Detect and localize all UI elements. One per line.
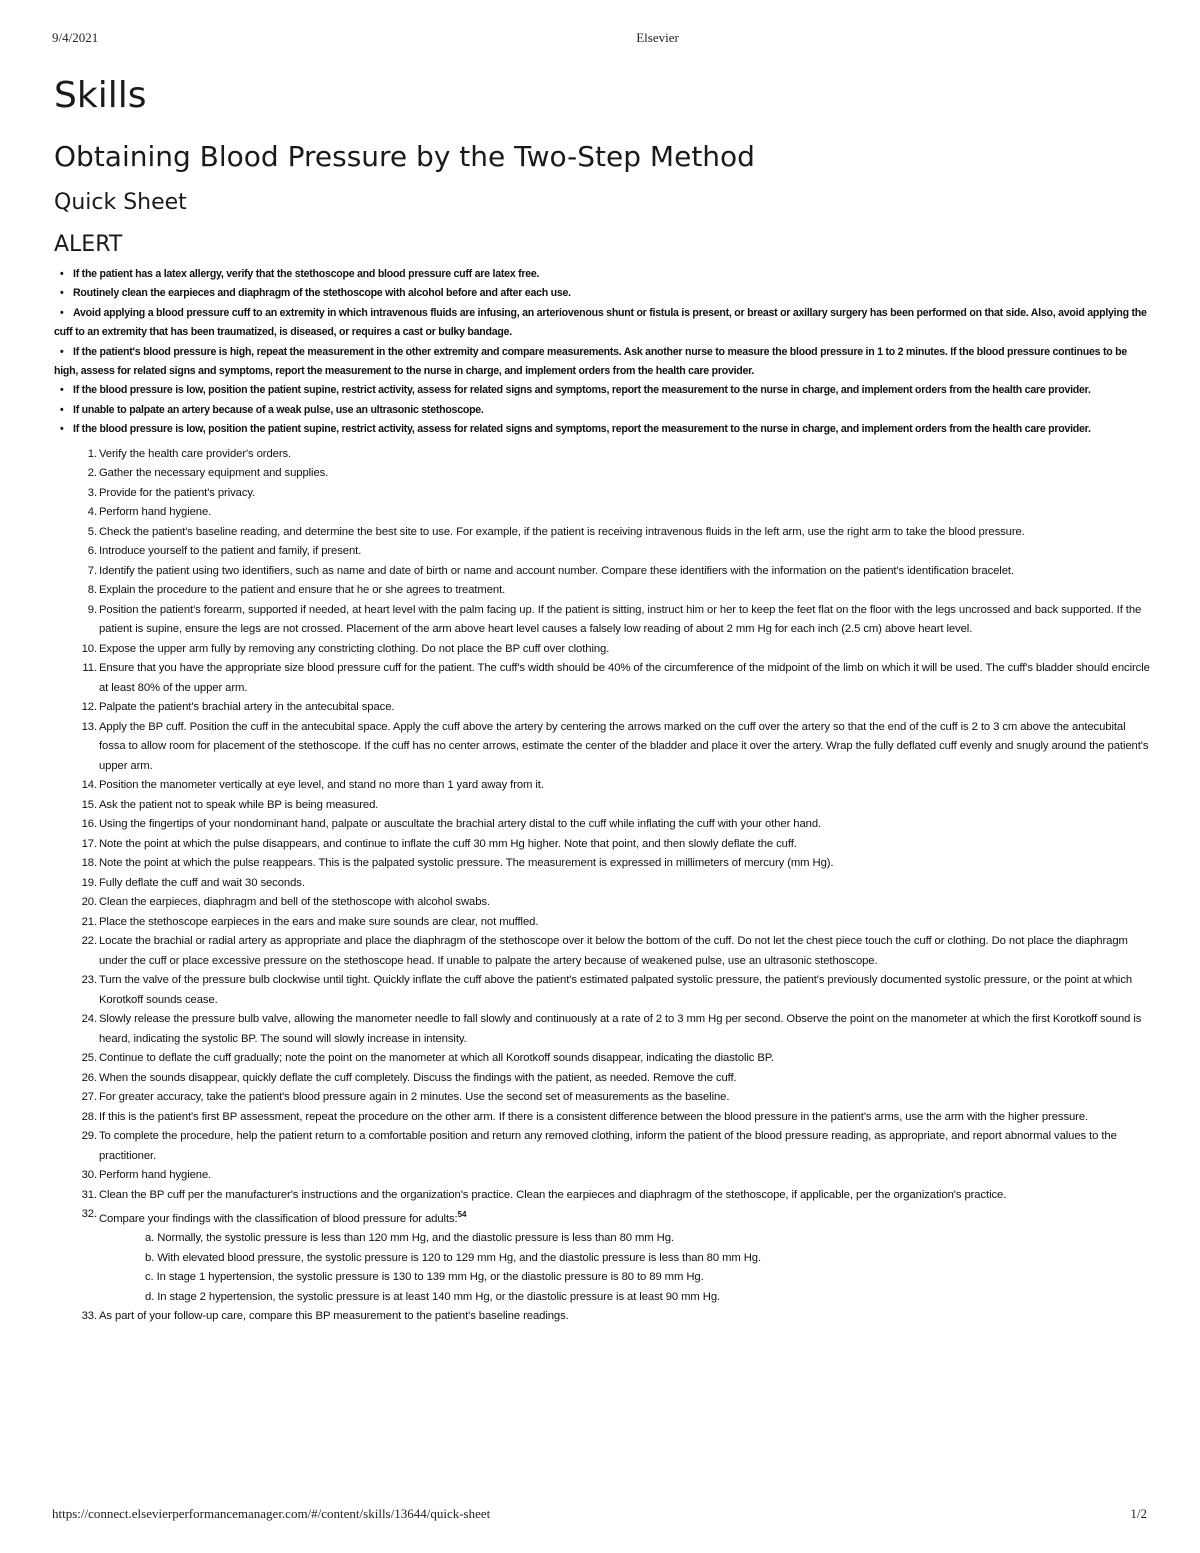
step-number: 15. — [81, 798, 97, 811]
alert-heading: ALERT — [54, 232, 123, 257]
step-text: Compare your findings with the classification of blood pressure for adults: — [99, 1212, 458, 1225]
step-number: 1. — [87, 447, 97, 460]
alert-item — [54, 420, 1150, 439]
print-site-name: Elsevier — [636, 30, 679, 45]
bullet-icon: • — [60, 306, 64, 319]
step-text: For greater accuracy, take the patient's blood pressure again in 2 minutes. Use the second set of measurements as the baseline. — [99, 1091, 730, 1104]
step-text: As part of your follow-up care, compare this BP measurement to the patient's baseline readings. — [99, 1310, 569, 1323]
step-item — [81, 971, 1150, 1010]
reference-link[interactable]: 54 — [457, 1210, 467, 1220]
step-item — [81, 815, 1150, 835]
step-item — [81, 1069, 1150, 1089]
step-number: 16. — [81, 818, 97, 831]
step-text: Position the patient's forearm, supported if needed, at heart level with the palm facing up. If the patient is sitting, instruct him or her to keep the feet flat on the floor with the legs uncrossed and back supported. If the patient is supine, ensure the legs are not crossed. Placement of the arm above heart level causes a falsely low reading of about 2 mm Hg for each inch (2.5 cm) above heart level. — [99, 603, 1142, 636]
step-number: 25. — [81, 1052, 97, 1065]
sub-step-item — [145, 1268, 1150, 1288]
bullet-icon: • — [60, 345, 64, 358]
step-number: 6. — [87, 545, 97, 558]
print-footer — [0, 1506, 1200, 1526]
step-text: Continue to deflate the cuff gradually; note the point on the manometer at which all Korotkoff sounds disappear, indicating the diastolic BP. — [99, 1052, 774, 1065]
step-text: Note the point at which the pulse disappears, and continue to inflate the cuff 30 mm Hg higher. Note that point, and then slowly deflate the cuff. — [99, 837, 797, 850]
bullet-icon: • — [60, 384, 64, 397]
step-item — [81, 698, 1150, 718]
alert-text: If unable to palpate an artery because of a weak pulse, use an ultrasonic stethoscope. — [73, 403, 484, 416]
bp-classification-list — [99, 1229, 1150, 1307]
step-number: 10. — [81, 642, 97, 655]
step-item — [81, 1088, 1150, 1108]
sub-step-text: In stage 2 hypertension, the systolic pressure is at least 140 mm Hg, or the diastolic pressure is at least 90 mm Hg. — [157, 1290, 721, 1303]
step-text: Place the stethoscope earpieces in the ears and make sure sounds are clear, not muffled. — [99, 915, 539, 928]
alert-list — [54, 265, 1150, 440]
step-number: 24. — [81, 1013, 97, 1026]
step-item — [81, 835, 1150, 855]
step-item — [87, 484, 1150, 504]
step-text: Clean the earpieces, diaphragm and bell of the stethoscope with alcohol swabs. — [99, 896, 490, 909]
step-item — [81, 1166, 1150, 1186]
step-number: 28. — [81, 1110, 97, 1123]
bullet-icon: • — [60, 423, 64, 436]
sub-step-item — [145, 1229, 1150, 1249]
step-item — [81, 1049, 1150, 1069]
step-number: 3. — [87, 486, 97, 499]
alert-item — [54, 284, 1150, 303]
step-text: Ask the patient not to speak while BP is being measured. — [99, 798, 379, 811]
sub-step-letter: c. — [145, 1271, 154, 1284]
step-text: If this is the patient's first BP assessment, repeat the procedure on the other arm. If there is a consistent difference between the blood pressure in the patient's arms, use the arm with the higher pressure. — [99, 1110, 1089, 1123]
step-number: 9. — [87, 603, 97, 616]
page-title: Obtaining Blood Pressure by the Two-Step Method — [54, 140, 755, 173]
step-text: Provide for the patient's privacy. — [99, 486, 256, 499]
step-item — [81, 893, 1150, 913]
step-number: 19. — [81, 876, 97, 889]
step-text: Slowly release the pressure bulb valve, allowing the manometer needle to fall slowly and continuously at a rate of 2 to 3 mm Hg per second. Observe the point on the manometer at which the first Korotkoff sound is heard, indicating the systolic BP. The sound will slowly increase in intensity. — [99, 1013, 1142, 1045]
step-text: Apply the BP cuff. Position the cuff in the antecubital space. Apply the cuff above the artery by centering the arrows marked on the cuff over the artery so that the end of the cuff is 2 to 3 cm above the antecubital fossa to allow room for placement of the stethoscope. If the cuff has no center arrows, estimate the center of the bladder and place it over the artery. Wrap the fully deflated cuff evenly and snugly around the patient's upper arm. — [99, 720, 1149, 772]
step-number: 31. — [81, 1188, 97, 1201]
alert-item — [54, 381, 1150, 400]
sub-step-item — [145, 1249, 1150, 1269]
sub-step-text: Normally, the systolic pressure is less than 120 mm Hg, and the diastolic pressure is less than 80 mm Hg. — [157, 1232, 674, 1245]
step-item — [81, 640, 1150, 660]
step-text: Verify the health care provider's orders. — [99, 447, 292, 460]
sub-step-letter: b. — [145, 1251, 155, 1264]
step-text: Explain the procedure to the patient and ensure that he or she agrees to treatment. — [99, 584, 506, 597]
step-item — [81, 1108, 1150, 1128]
alert-text: If the patient's blood pressure is high, repeat the measurement in the other extremity and compare measurements. Ask another nurse to measure the blood pressure in 1 to 2 minutes. If the blood pressure continues to be high, assess for related signs and symptoms, report the measurement to the nurse in charge, and implement orders from the health care provider. — [54, 345, 1127, 378]
step-text: Ensure that you have the appropriate size blood pressure cuff for the patient. The cuff's width should be 40% of the circumference of the midpoint of the limb on which it will be used. The cuff's bladder should encircle at least 80% of the upper arm. — [99, 662, 1150, 694]
page-subtitle: Quick Sheet — [54, 190, 187, 215]
step-number: 32. — [81, 1208, 97, 1221]
step-text: Fully deflate the cuff and wait 30 seconds. — [99, 876, 305, 889]
step-number: 2. — [87, 467, 97, 480]
step-text: When the sounds disappear, quickly deflate the cuff completely. Discuss the findings with the patient, as needed. Remove the cuff. — [99, 1071, 737, 1084]
step-number: 21. — [81, 915, 97, 928]
step-number: 20. — [81, 896, 97, 909]
page-url: https://connect.elsevierperformancemanager.com/#/content/skills/13644/quick-sheet — [52, 1506, 491, 1521]
step-text: Clean the BP cuff per the manufacturer's instructions and the organization's practice. Clean the earpieces and diaphragm of the stethoscope, if applicable, per the organization's practice. — [99, 1188, 1007, 1201]
step-item — [81, 913, 1150, 933]
step-text: Using the fingertips of your nondominant hand, palpate or auscultate the brachial artery distal to the cuff while inflating the cuff with your other hand. — [99, 818, 822, 831]
procedure-steps — [54, 445, 1150, 1327]
step-number: 11. — [82, 662, 97, 675]
step-number: 14. — [81, 779, 97, 792]
step-number: 7. — [87, 564, 97, 577]
step-text: Turn the valve of the pressure bulb clockwise until tight. Quickly inflate the cuff above the patient's estimated palpated systolic pressure, the patient's previously documented systolic pressure, or the point at which Korotkoff sounds cease. — [99, 974, 1133, 1006]
step-text: Expose the upper arm fully by removing any constricting clothing. Do not place the BP cuff over clothing. — [99, 642, 610, 655]
step-number: 26. — [81, 1071, 97, 1084]
step-number: 4. — [87, 506, 97, 519]
step-item — [81, 1307, 1150, 1327]
step-text: Introduce yourself to the patient and family, if present. — [99, 545, 362, 558]
bullet-icon: • — [60, 268, 64, 280]
step-item — [81, 1127, 1150, 1166]
step-item — [82, 659, 1150, 698]
sub-step-text: In stage 1 hypertension, the systolic pressure is 130 to 139 mm Hg, or the diastolic pressure is 80 to 89 mm Hg. — [156, 1271, 704, 1284]
alert-text: If the blood pressure is low, position the patient supine, restrict activity, assess for related signs and symptoms, report the measurement to the nurse in charge, and implement orders from the health care provider. — [73, 423, 1091, 436]
step-text: Identify the patient using two identifiers, such as name and date of birth or name and account number. Compare these identifiers with the information on the patient's identification bracelet. — [99, 564, 1014, 577]
step-number: 30. — [81, 1169, 97, 1182]
alert-text: If the blood pressure is low, position the patient supine, restrict activity, assess for related signs and symptoms, report the measurement to the nurse in charge, and implement orders from the health care provider. — [73, 384, 1091, 397]
step-number: 18. — [81, 857, 97, 870]
sub-step-letter: a. — [145, 1232, 155, 1245]
step-item — [87, 503, 1150, 523]
step-item — [87, 464, 1150, 484]
alert-text: If the patient has a latex allergy, verify that the stethoscope and blood pressure cuff are latex free. — [73, 268, 540, 280]
step-number: 29. — [81, 1130, 97, 1143]
step-item — [81, 776, 1150, 796]
print-header — [0, 30, 1200, 50]
step-text: Perform hand hygiene. — [99, 506, 212, 519]
step-text: Perform hand hygiene. — [99, 1169, 212, 1182]
step-text: Locate the brachial or radial artery as appropriate and place the diaphragm of the stethoscope over it below the bottom of the cuff. Do not let the chest piece touch the cuff or clothing. Do not place the diaphragm under the cuff or place excessive pressure on the stethoscope head. If unable to palpate the artery because of weakened pulse, use an ultrasonic stethoscope. — [99, 935, 1128, 967]
step-text: Palpate the patient's brachial artery in the antecubital space. — [99, 701, 395, 714]
step-item — [81, 874, 1150, 894]
alert-item — [54, 343, 1150, 382]
step-item — [87, 445, 1150, 465]
step-item — [81, 718, 1150, 777]
step-item — [87, 581, 1150, 601]
step-number: 5. — [87, 525, 97, 538]
step-number: 12. — [81, 701, 97, 714]
step-number: 27. — [81, 1091, 97, 1104]
step-item — [81, 796, 1150, 816]
step-number: 33. — [81, 1310, 97, 1323]
alert-item — [54, 265, 1150, 284]
step-number: 22. — [81, 935, 97, 948]
step-text: Position the manometer vertically at eye level, and stand no more than 1 yard away from it. — [99, 779, 544, 792]
step-text: To complete the procedure, help the patient return to a comfortable position and return any removed clothing, inform the patient of the blood pressure reading, as appropriate, and report abnormal values to the practitioner. — [99, 1130, 1117, 1162]
section-heading: Skills — [54, 75, 147, 116]
step-item — [87, 562, 1150, 582]
step-number: 23. — [81, 974, 97, 987]
alert-text: Avoid applying a blood pressure cuff to an extremity in which intravenous fluids are infusing, an arteriovenous shunt or fistula is present, or breast or axillary surgery has been performed on that side. Also, avoid applying the cuff to an extremity that has been traumatized, is diseased, or requires a cast or bulky bandage. — [54, 306, 1147, 339]
step-item — [81, 1010, 1150, 1049]
print-date: 9/4/2021 — [52, 30, 99, 45]
alert-item — [54, 401, 1150, 420]
step-item — [87, 523, 1150, 543]
bullet-icon: • — [60, 287, 64, 300]
step-number: 17. — [81, 837, 97, 850]
step-item — [81, 854, 1150, 874]
step-item — [81, 932, 1150, 971]
step-text: Note the point at which the pulse reappears. This is the palpated systolic pressure. The measurement is expressed in millimeters of mercury (mm Hg). — [99, 857, 834, 870]
step-number: 13. — [81, 720, 97, 733]
step-text: Check the patient's baseline reading, and determine the best site to use. For example, if the patient is receiving intravenous fluids in the left arm, use the right arm to take the blood pressure. — [99, 525, 1025, 538]
sub-step-text: With elevated blood pressure, the systolic pressure is 120 to 129 mm Hg, and the diastolic pressure is less than 80 mm Hg. — [157, 1251, 762, 1264]
quick-sheet-content — [54, 74, 1150, 1327]
sub-step-letter: d. — [145, 1290, 155, 1303]
step-item — [81, 1186, 1150, 1206]
step-item — [87, 542, 1150, 562]
step-number: 8. — [87, 584, 97, 597]
page-number: 1/2 — [1130, 1506, 1147, 1521]
step-item — [81, 1205, 1150, 1307]
bullet-icon: • — [60, 403, 64, 416]
sub-step-item — [145, 1288, 1150, 1308]
step-item — [87, 601, 1150, 640]
step-text: Gather the necessary equipment and supplies. — [99, 467, 329, 480]
alert-item — [54, 304, 1150, 343]
alert-text: Routinely clean the earpieces and diaphragm of the stethoscope with alcohol before and after each use. — [73, 287, 571, 300]
